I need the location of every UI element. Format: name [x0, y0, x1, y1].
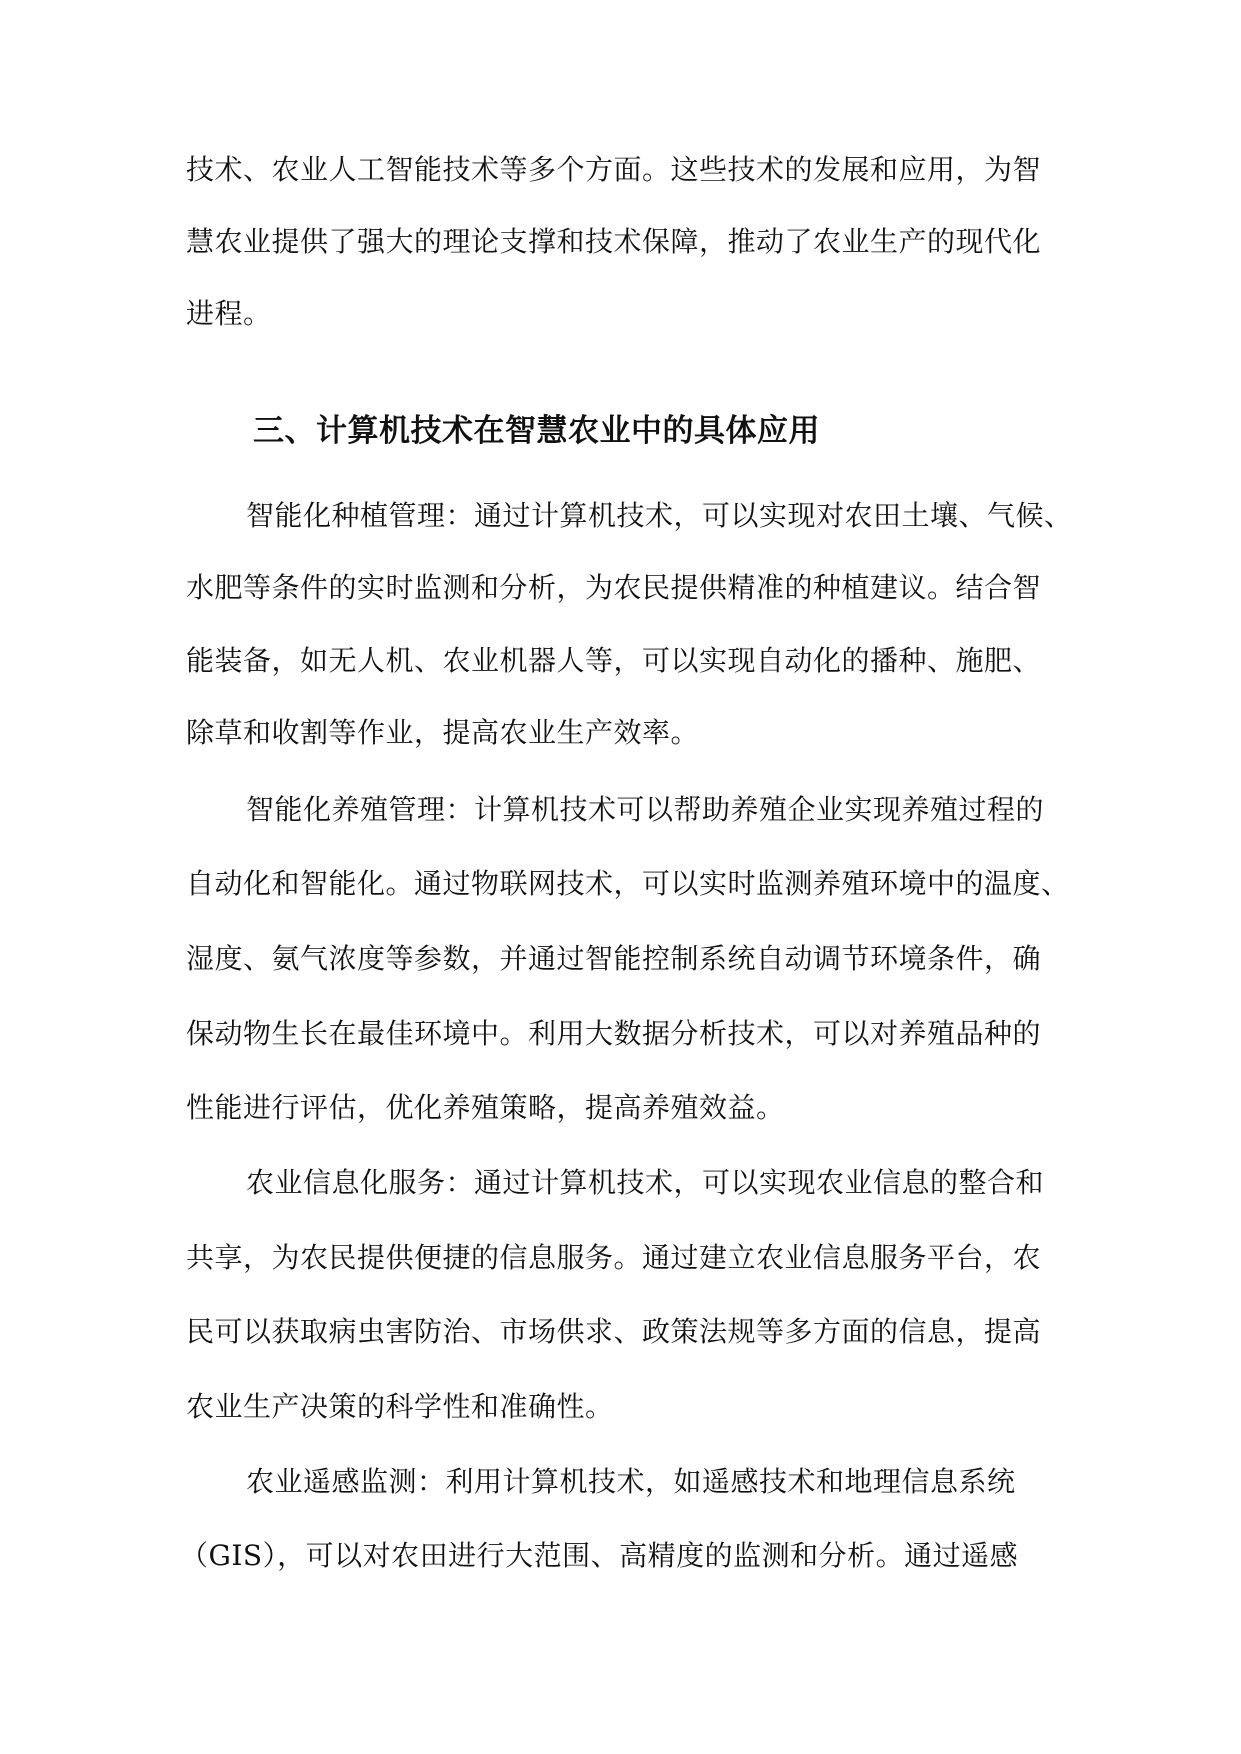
planting-paragraph-line-4: 除草和收割等作业，提高农业生产效率。: [186, 716, 700, 749]
planting-paragraph-line-1: 智能化种植管理：通过计算机技术，可以实现对农田土壤、气候、: [246, 499, 1073, 532]
intro-paragraph-line-3: 进程。: [186, 297, 272, 330]
breeding-paragraph-line-1: 智能化养殖管理：计算机技术可以帮助养殖企业实现养殖过程的: [246, 793, 1045, 826]
planting-paragraph-line-3: 能装备，如无人机、农业机器人等，可以实现自动化的播种、施肥、: [186, 644, 1042, 677]
breeding-paragraph-line-5: 性能进行评估，优化养殖策略，提高养殖效益。: [186, 1091, 785, 1124]
intro-paragraph-line-1: 技术、农业人工智能技术等多个方面。这些技术的发展和应用，为智: [186, 153, 1042, 186]
remote-sensing-paragraph-line-2: （GIS），可以对农田进行大范围、高精度的监测和分析。通过遥感: [180, 1539, 1019, 1572]
info-service-paragraph-line-2: 共享，为农民提供便捷的信息服务。通过建立农业信息服务平台，农: [186, 1241, 1042, 1274]
planting-paragraph-line-2: 水肥等条件的实时监测和分析，为农民提供精准的种植建议。结合智: [186, 571, 1042, 604]
breeding-paragraph-line-2: 自动化和智能化。通过物联网技术，可以实时监测养殖环境中的温度、: [186, 867, 1070, 900]
intro-paragraph-line-2: 慧农业提供了强大的理论支撑和技术保障，推动了农业生产的现代化: [186, 225, 1042, 258]
info-service-paragraph-line-1: 农业信息化服务：通过计算机技术，可以实现农业信息的整合和: [246, 1166, 1045, 1199]
breeding-paragraph-line-4: 保动物生长在最佳环境中。利用大数据分析技术，可以对养殖品种的: [186, 1017, 1042, 1050]
breeding-paragraph-line-3: 湿度、氨气浓度等参数，并通过智能控制系统自动调节环境条件，确: [186, 942, 1042, 975]
section-heading: 三、计算机技术在智慧农业中的具体应用: [253, 413, 820, 449]
info-service-paragraph-line-4: 农业生产决策的科学性和准确性。: [186, 1390, 614, 1423]
info-service-paragraph-line-3: 民可以获取病虫害防治、市场供求、政策法规等多方面的信息，提高: [186, 1315, 1042, 1348]
remote-sensing-paragraph-line-1: 农业遥感监测：利用计算机技术，如遥感技术和地理信息系统: [246, 1465, 1016, 1498]
